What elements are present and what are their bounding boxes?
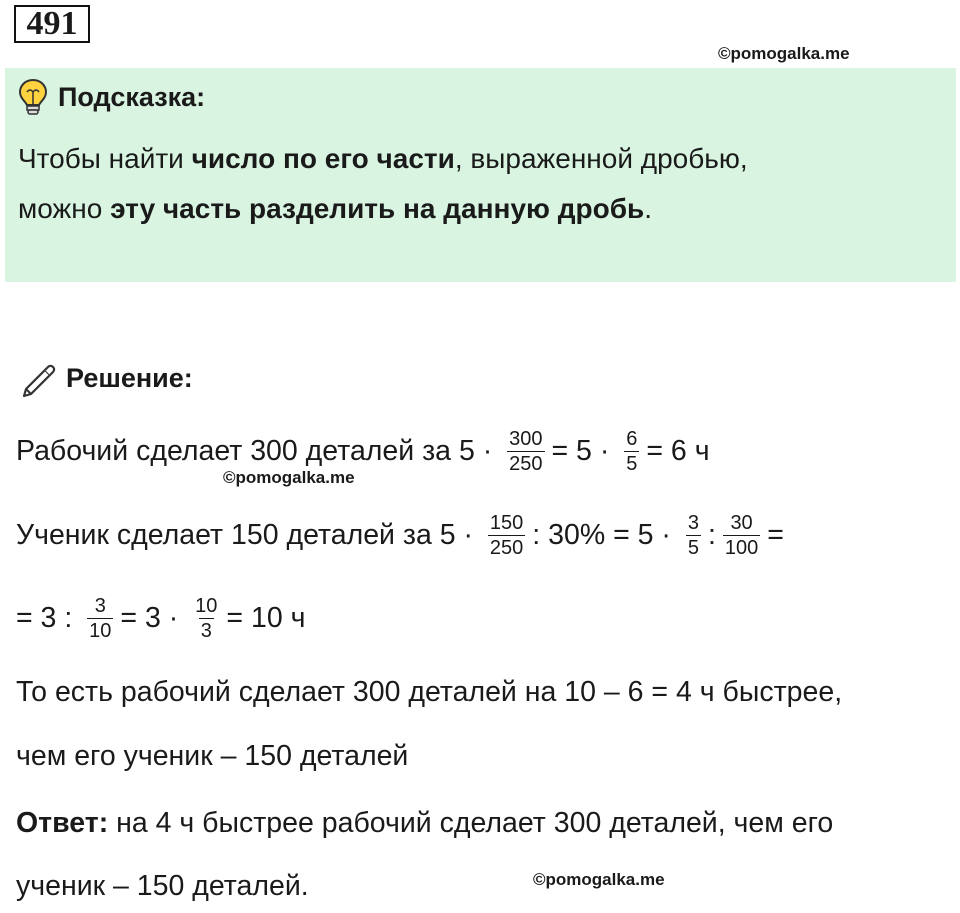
solution-title	[18, 357, 193, 399]
text: = 3 ·	[120, 601, 187, 634]
denominator: 250	[509, 452, 543, 475]
hint-text: можно	[18, 193, 111, 224]
fraction	[507, 428, 544, 475]
solution-line-3	[16, 594, 306, 642]
text: = 10 ч	[226, 601, 306, 634]
answer-line-2: ученик – 150 деталей.	[16, 869, 309, 902]
problem-number: 491	[14, 5, 90, 43]
hint-bold: эту часть разделить на данную дробь	[110, 193, 645, 224]
hint-text: , выраженной дробью,	[454, 143, 748, 174]
denominator: 5	[626, 452, 638, 475]
solution-line-4: То есть рабочий сделает 300 деталей на 10 – 6 = 4 ч быстрее,	[16, 675, 843, 708]
fraction	[723, 512, 760, 559]
numerator: 3	[687, 511, 699, 534]
watermark: ©pomogalka.me	[718, 44, 850, 63]
text: = 5 ·	[551, 434, 618, 467]
hint-line-1	[18, 143, 748, 175]
numerator: 300	[509, 427, 543, 450]
denominator: 3	[200, 619, 212, 642]
fraction	[87, 595, 113, 642]
denominator: 5	[687, 536, 699, 559]
hint-title-text: Подсказка:	[58, 81, 206, 112]
denominator: 10	[89, 619, 112, 642]
watermark: ©pomogalka.me	[533, 870, 665, 889]
hint-line-2	[18, 193, 652, 225]
answer-label: Ответ:	[16, 806, 109, 839]
solution-line-1	[16, 427, 710, 475]
lightbulb-icon	[18, 78, 48, 116]
numerator: 30	[730, 511, 753, 534]
answer-text: на 4 ч быстрее рабочий сделает 300 деталей, чем его	[108, 806, 834, 839]
numerator: 150	[489, 511, 524, 534]
pencil-icon	[18, 358, 58, 398]
text: Ученик сделает 150 деталей за 5 ·	[16, 518, 481, 551]
fraction	[193, 595, 219, 642]
fraction	[488, 512, 525, 559]
text: = 6 ч	[646, 434, 710, 467]
text: =	[767, 518, 784, 551]
numerator: 10	[195, 594, 218, 617]
denominator: 250	[489, 536, 524, 559]
hint-text: Чтобы найти	[18, 143, 192, 174]
fraction	[686, 512, 701, 559]
text: = 3 :	[16, 601, 81, 634]
text: :	[707, 518, 716, 551]
fraction	[624, 428, 639, 475]
solution-line-5: чем его ученик – 150 деталей	[16, 739, 409, 772]
hint-title	[18, 76, 205, 118]
hint-bold: число по его части	[191, 143, 455, 174]
hint-text: .	[644, 193, 652, 224]
answer-line	[16, 803, 833, 843]
text: : 30% = 5 ·	[532, 518, 679, 551]
numerator: 6	[626, 427, 638, 450]
solution-line-2	[16, 511, 784, 559]
denominator: 100	[724, 536, 759, 559]
numerator: 3	[94, 594, 106, 617]
watermark: ©pomogalka.me	[223, 468, 355, 487]
solution-title-text: Решение:	[66, 362, 193, 393]
text: Рабочий сделает 300 деталей за 5 ·	[16, 434, 501, 467]
